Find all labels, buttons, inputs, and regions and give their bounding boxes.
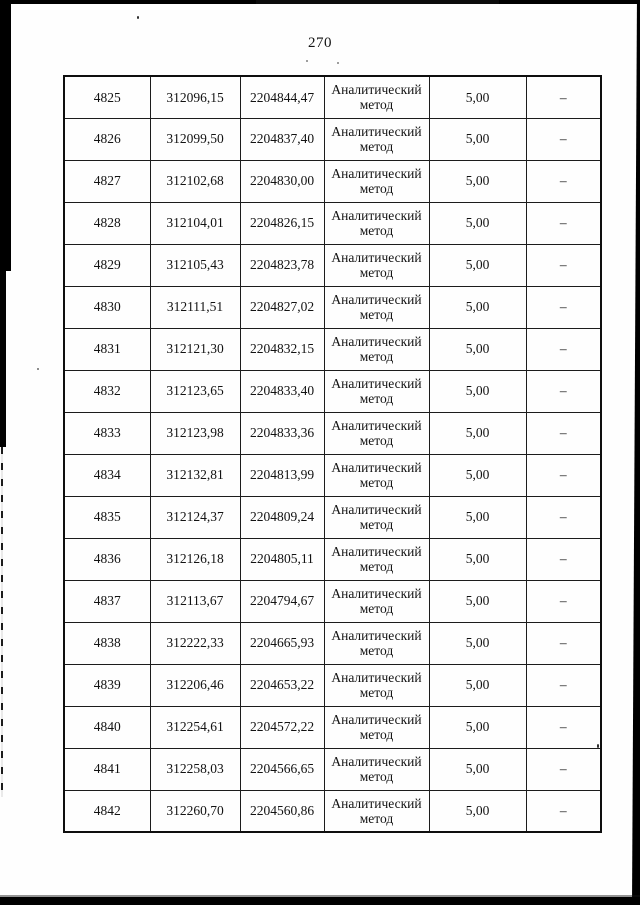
cell-method: Аналитический метод: [324, 370, 429, 412]
cell-note: –: [526, 286, 601, 328]
cell-coord-y: 2204832,15: [240, 328, 324, 370]
scan-edge-left: [0, 271, 6, 447]
cell-coord-x: 312254,61: [150, 706, 240, 748]
cell-value: 5,00: [429, 496, 526, 538]
cell-coord-y: 2204809,24: [240, 496, 324, 538]
cell-coord-y: 2204566,65: [240, 748, 324, 790]
cell-note: –: [526, 202, 601, 244]
cell-coord-y: 2204560,86: [240, 790, 324, 832]
cell-coord-x: 312260,70: [150, 790, 240, 832]
cell-point-id: 4831: [64, 328, 150, 370]
cell-coord-x: 312206,46: [150, 664, 240, 706]
cell-coord-x: 312123,65: [150, 370, 240, 412]
table-row: [64, 664, 601, 706]
cell-value: 5,00: [429, 118, 526, 160]
cell-coord-y: 2204572,22: [240, 706, 324, 748]
cell-value: 5,00: [429, 790, 526, 832]
cell-method: Аналитический метод: [324, 412, 429, 454]
cell-coord-x: 312105,43: [150, 244, 240, 286]
cell-coord-y: 2204665,93: [240, 622, 324, 664]
scan-speck: [337, 62, 339, 64]
cell-method: Аналитический метод: [324, 706, 429, 748]
cell-note: –: [526, 664, 601, 706]
cell-note: –: [526, 454, 601, 496]
cell-value: 5,00: [429, 370, 526, 412]
cell-point-id: 4842: [64, 790, 150, 832]
cell-point-id: 4829: [64, 244, 150, 286]
cell-point-id: 4833: [64, 412, 150, 454]
cell-note: –: [526, 748, 601, 790]
table-row: [64, 580, 601, 622]
table-row: [64, 160, 601, 202]
cell-point-id: 4827: [64, 160, 150, 202]
cell-coord-y: 2204837,40: [240, 118, 324, 160]
table-row: [64, 412, 601, 454]
cell-value: 5,00: [429, 748, 526, 790]
cell-point-id: 4840: [64, 706, 150, 748]
cell-coord-y: 2204794,67: [240, 580, 324, 622]
cell-value: 5,00: [429, 454, 526, 496]
cell-coord-x: 312132,81: [150, 454, 240, 496]
cell-coord-y: 2204844,47: [240, 76, 324, 118]
cell-method: Аналитический метод: [324, 76, 429, 118]
cell-value: 5,00: [429, 160, 526, 202]
cell-value: 5,00: [429, 286, 526, 328]
cell-method: Аналитический метод: [324, 664, 429, 706]
cell-coord-y: 2204826,15: [240, 202, 324, 244]
cell-point-id: 4825: [64, 76, 150, 118]
cell-value: 5,00: [429, 76, 526, 118]
cell-value: 5,00: [429, 622, 526, 664]
scan-edge-bottom: [0, 897, 640, 905]
scan-speck: [137, 16, 139, 19]
cell-coord-y: 2204653,22: [240, 664, 324, 706]
scan-speck: [306, 60, 308, 62]
cell-point-id: 4832: [64, 370, 150, 412]
cell-coord-x: 312121,30: [150, 328, 240, 370]
cell-note: –: [526, 580, 601, 622]
cell-value: 5,00: [429, 244, 526, 286]
cell-method: Аналитический метод: [324, 622, 429, 664]
cell-coord-x: 312222,33: [150, 622, 240, 664]
scan-speck: [37, 368, 39, 370]
cell-method: Аналитический метод: [324, 160, 429, 202]
table-row: [64, 202, 601, 244]
cell-value: 5,00: [429, 412, 526, 454]
cell-method: Аналитический метод: [324, 496, 429, 538]
cell-note: –: [526, 706, 601, 748]
cell-value: 5,00: [429, 538, 526, 580]
cell-coord-y: 2204833,40: [240, 370, 324, 412]
cell-coord-x: 312124,37: [150, 496, 240, 538]
coordinates-table-body: [64, 76, 601, 832]
cell-point-id: 4837: [64, 580, 150, 622]
cell-value: 5,00: [429, 328, 526, 370]
cell-method: Аналитический метод: [324, 538, 429, 580]
cell-point-id: 4836: [64, 538, 150, 580]
cell-coord-x: 312111,51: [150, 286, 240, 328]
cell-note: –: [526, 244, 601, 286]
cell-note: –: [526, 496, 601, 538]
cell-coord-y: 2204833,36: [240, 412, 324, 454]
cell-coord-y: 2204823,78: [240, 244, 324, 286]
table-row: [64, 286, 601, 328]
table-row: [64, 328, 601, 370]
table-row: [64, 706, 601, 748]
cell-note: –: [526, 622, 601, 664]
table-row: [64, 622, 601, 664]
cell-coord-x: 312099,50: [150, 118, 240, 160]
cell-method: Аналитический метод: [324, 580, 429, 622]
cell-note: –: [526, 328, 601, 370]
cell-point-id: 4834: [64, 454, 150, 496]
table-row: [64, 496, 601, 538]
cell-coord-y: 2204827,02: [240, 286, 324, 328]
cell-note: –: [526, 412, 601, 454]
cell-point-id: 4828: [64, 202, 150, 244]
cell-value: 5,00: [429, 706, 526, 748]
table-row: [64, 76, 601, 118]
scan-edge-right: [632, 0, 640, 905]
cell-note: –: [526, 370, 601, 412]
scan-edge-top: [0, 0, 640, 4]
cell-coord-y: 2204813,99: [240, 454, 324, 496]
cell-coord-x: 312113,67: [150, 580, 240, 622]
cell-value: 5,00: [429, 202, 526, 244]
cell-value: 5,00: [429, 664, 526, 706]
table-row: [64, 370, 601, 412]
cell-coord-y: 2204830,00: [240, 160, 324, 202]
cell-method: Аналитический метод: [324, 118, 429, 160]
cell-method: Аналитический метод: [324, 244, 429, 286]
cell-method: Аналитический метод: [324, 286, 429, 328]
cell-point-id: 4830: [64, 286, 150, 328]
table-row: [64, 118, 601, 160]
cell-note: –: [526, 538, 601, 580]
cell-point-id: 4839: [64, 664, 150, 706]
page-number: 270: [308, 35, 332, 51]
cell-coord-x: 312123,98: [150, 412, 240, 454]
cell-coord-x: 312102,68: [150, 160, 240, 202]
table-row: [64, 790, 601, 832]
cell-note: –: [526, 118, 601, 160]
coordinates-table: [63, 75, 602, 833]
cell-point-id: 4841: [64, 748, 150, 790]
table-row: [64, 538, 601, 580]
cell-method: Аналитический метод: [324, 202, 429, 244]
table-row: [64, 748, 601, 790]
cell-method: Аналитический метод: [324, 748, 429, 790]
cell-method: Аналитический метод: [324, 454, 429, 496]
cell-point-id: 4838: [64, 622, 150, 664]
scan-edge-left: [1, 447, 3, 797]
table-row: [64, 454, 601, 496]
cell-coord-x: 312126,18: [150, 538, 240, 580]
cell-point-id: 4826: [64, 118, 150, 160]
table-row: [64, 244, 601, 286]
cell-note: –: [526, 76, 601, 118]
cell-coord-x: 312096,15: [150, 76, 240, 118]
cell-method: Аналитический метод: [324, 790, 429, 832]
cell-method: Аналитический метод: [324, 328, 429, 370]
cell-coord-x: 312104,01: [150, 202, 240, 244]
cell-value: 5,00: [429, 580, 526, 622]
cell-note: –: [526, 790, 601, 832]
cell-point-id: 4835: [64, 496, 150, 538]
cell-coord-y: 2204805,11: [240, 538, 324, 580]
cell-coord-x: 312258,03: [150, 748, 240, 790]
cell-note: –: [526, 160, 601, 202]
